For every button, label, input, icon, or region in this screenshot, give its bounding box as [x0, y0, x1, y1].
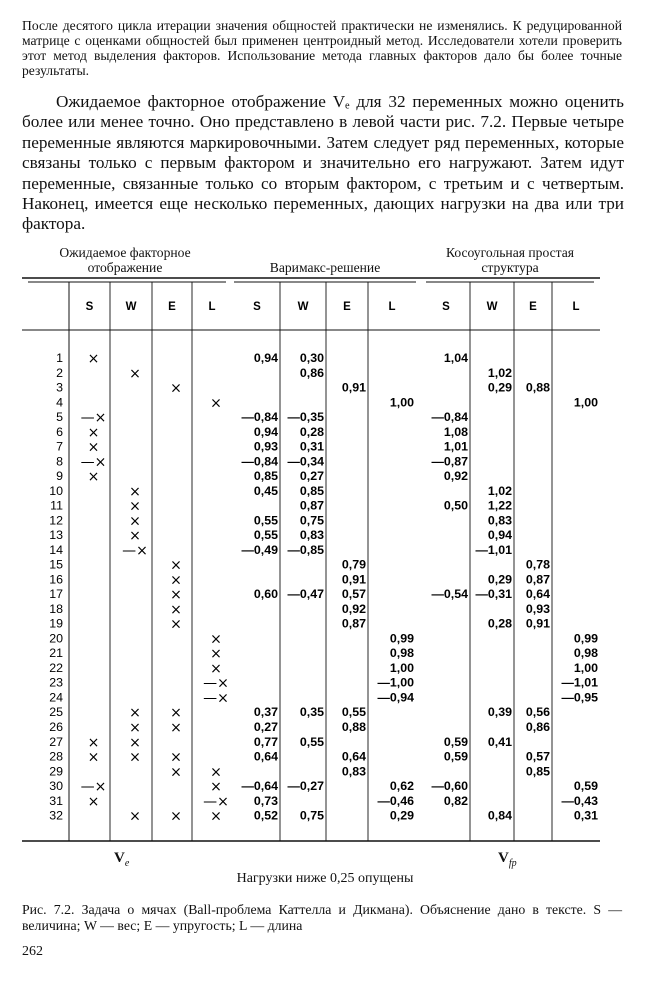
varimax-loading: 0,98 [389, 646, 414, 661]
varimax-loading: 0,87 [341, 616, 366, 631]
expected-cross: × [170, 616, 182, 633]
oblique-column-label-l: L [572, 301, 580, 313]
expected-cross: × [129, 528, 141, 545]
oblique-loading: 0,29 [487, 572, 512, 587]
header-oblique: Косоугольная простая структура [445, 245, 575, 275]
varimax-loading: 0,91 [341, 380, 366, 395]
expected-cross: × [87, 424, 100, 441]
varimax-column-label-s: S [253, 301, 261, 313]
oblique-loading: 0,98 [573, 646, 598, 661]
row-number: 10 [49, 483, 63, 498]
row-number: 18 [49, 601, 63, 616]
oblique-loading: 0,59 [573, 779, 598, 794]
header-varimax: Варимакс-решение [269, 260, 381, 275]
oblique-loading: 0,82 [443, 793, 468, 808]
varimax-loading: 0,55 [253, 528, 278, 543]
varimax-loading: 0,31 [299, 439, 324, 454]
expected-cross: —× [80, 454, 107, 471]
varimax-loading: 0,60 [253, 587, 278, 602]
varimax-loading: —0,84 [241, 454, 278, 469]
oblique-loading: 0,85 [525, 764, 550, 779]
expected-cross: × [170, 572, 182, 589]
row-number: 2 [56, 365, 63, 380]
oblique-loading: 1,02 [487, 365, 512, 380]
oblique-column-label-e: E [529, 301, 537, 313]
varimax-loading: —0,64 [241, 779, 278, 794]
row-number: 4 [56, 395, 63, 410]
ve-label: $V_e$ [114, 850, 130, 869]
oblique-loading: —0,54 [431, 587, 468, 602]
varimax-loading: —0,27 [287, 779, 324, 794]
expected-cross: × [87, 749, 100, 766]
expected-column-label-e: E [168, 301, 176, 313]
page-number: 262 [22, 944, 43, 959]
oblique-loading: —0,43 [561, 793, 598, 808]
varimax-loading: 0,55 [341, 705, 366, 720]
expected-cross: × [129, 749, 141, 766]
row-number: 25 [49, 705, 63, 720]
varimax-loading: 1,00 [389, 660, 414, 675]
expected-cross: × [170, 380, 182, 397]
varimax-loading: 0,77 [253, 734, 278, 749]
varimax-loading: 0,55 [253, 513, 278, 528]
oblique-loading: 1,22 [487, 498, 512, 513]
expected-cross: × [170, 720, 182, 736]
oblique-loading: 0,83 [487, 513, 512, 528]
row-number: 23 [49, 675, 63, 690]
oblique-loading: 0,86 [525, 720, 550, 734]
oblique-loading: 1,01 [443, 439, 468, 454]
oblique-loading: 0,92 [443, 469, 468, 484]
expected-cross: × [170, 764, 182, 781]
oblique-loading: 0,88 [525, 380, 550, 395]
expected-cross: × [170, 587, 182, 604]
oblique-loading: 0,28 [487, 616, 512, 631]
varimax-loading: —0,35 [287, 410, 324, 425]
expected-cross: × [87, 734, 100, 751]
expected-cross: × [87, 469, 100, 486]
expected-cross: —× [122, 542, 148, 559]
omitted-note: Нагрузки ниже 0,25 опущены [236, 871, 414, 886]
row-number: 17 [49, 587, 63, 602]
expected-cross: × [210, 808, 222, 825]
row-number: 19 [49, 616, 63, 631]
varimax-loading: 0,57 [341, 587, 366, 602]
row-number: 7 [56, 439, 63, 454]
row-number: 28 [49, 749, 63, 764]
varimax-loading: 0,92 [341, 601, 366, 616]
expected-cross: —× [203, 675, 229, 692]
oblique-loading: 0,39 [487, 705, 512, 720]
row-number: 15 [49, 557, 63, 572]
oblique-loading: —0,31 [475, 587, 512, 602]
row-number: 3 [56, 380, 63, 395]
oblique-loading: 0,91 [525, 616, 550, 631]
oblique-loading: 0,87 [525, 572, 550, 587]
expected-cross: × [170, 749, 182, 766]
varimax-loading: 0,83 [299, 528, 324, 543]
expected-cross: × [170, 601, 182, 618]
oblique-loading: 0,64 [525, 587, 550, 602]
expected-cross: —× [203, 793, 229, 810]
oblique-loading: 0,59 [443, 749, 468, 764]
oblique-loading: 1,00 [573, 660, 598, 675]
oblique-loading: 1,00 [573, 395, 598, 410]
row-number: 8 [56, 454, 63, 469]
oblique-loading: 0,50 [443, 498, 468, 513]
oblique-loading: 0,41 [487, 734, 512, 749]
varimax-loading: 0,52 [253, 808, 278, 823]
figure-caption: Рис. 7.2. Задача о мячах (Ball-проблема Каттелла и Дикмана). Объяснение дано в тексте. S — величина; W — вес; E — упругость; L — длина [22, 902, 622, 933]
oblique-loading: 1,02 [487, 483, 512, 498]
varimax-loading: 0,27 [253, 720, 278, 734]
varimax-loading: 0,87 [299, 498, 324, 513]
varimax-loading: 0,88 [341, 720, 366, 734]
expected-cross: × [129, 498, 141, 515]
varimax-loading: 0,64 [341, 749, 366, 764]
varimax-loading: —0,46 [377, 793, 414, 808]
row-number: 21 [49, 646, 63, 661]
expected-cross: × [129, 513, 141, 530]
varimax-loading: 0,99 [389, 631, 414, 646]
expected-cross: × [87, 439, 100, 456]
varimax-column-label-e: E [343, 301, 351, 313]
expected-cross: —× [203, 690, 229, 707]
expected-column-label-l: L [208, 301, 216, 313]
row-number: 5 [56, 410, 63, 425]
oblique-loading: 0,84 [487, 808, 512, 823]
varimax-loading: 0,94 [253, 424, 278, 439]
varimax-loading: —0,85 [287, 542, 324, 557]
oblique-loading: 0,94 [487, 528, 512, 543]
varimax-loading: 0,73 [253, 793, 278, 808]
varimax-loading: 0,75 [299, 808, 324, 823]
oblique-loading: —0,95 [561, 690, 598, 705]
varimax-loading: —0,49 [241, 542, 278, 557]
varimax-loading: 0,91 [341, 572, 366, 587]
oblique-loading: 0,31 [573, 808, 598, 823]
row-number: 20 [49, 631, 63, 646]
expected-cross: × [210, 764, 222, 781]
oblique-loading: —0,84 [431, 410, 468, 425]
expected-cross: × [129, 365, 141, 382]
row-number: 29 [49, 764, 63, 779]
oblique-loading: 0,78 [525, 557, 550, 572]
vfp-label: $V_{fp}$ [498, 850, 517, 869]
varimax-loading: 0,94 [253, 351, 278, 365]
varimax-loading: 0,75 [299, 513, 324, 528]
varimax-loading: 0,85 [253, 469, 278, 484]
expected-cross: × [210, 660, 222, 677]
oblique-loading: 0,29 [487, 380, 512, 395]
expected-cross: × [129, 705, 141, 722]
varimax-loading: 0,64 [253, 749, 278, 764]
varimax-loading: —1,00 [377, 675, 414, 690]
expected-cross: × [129, 808, 141, 825]
varimax-loading: 0,62 [389, 779, 414, 794]
varimax-loading: 0,93 [253, 439, 278, 454]
expected-cross: × [210, 779, 222, 796]
expected-cross: × [129, 734, 141, 751]
expected-column-label-w: W [125, 301, 137, 313]
row-number: 16 [49, 572, 63, 587]
expected-cross: × [210, 646, 222, 663]
varimax-column-label-w: W [297, 301, 309, 313]
row-number: 24 [49, 690, 63, 705]
expected-column-label-s: S [85, 301, 94, 313]
varimax-loading: 0,83 [341, 764, 366, 779]
expected-cross: × [87, 793, 100, 810]
varimax-loading: 0,79 [341, 557, 366, 572]
expected-cross: —× [80, 410, 107, 427]
paragraph-main: Ожидаемое факторное отображение Vₑ для 32 переменных можно оценить более или менее точно. Оно представлено в левой части рис. 7.2. Первые четыре переменные являются маркировочными. Затем следует ряд переменных, которые связаны только с первым фактором и значительно его нагружают. Затем идут переменные, связанные только со вторым фактором, с третьим и с четвертым. Наконец, имеется еще несколько переменных, дающих нагрузки на два или три фактора. [22, 92, 624, 234]
paragraph-intro: После десятого цикла итерации значения общностей практически не изменялись. К редуцированной матрице с оценками общностей был применен центроидный метод. Исследователи хотели проверить этот метод выделения факторов. Использование метода главных факторов дало бы более точные результаты. [22, 18, 622, 78]
expected-cross: × [170, 808, 182, 825]
header-expected: Ожидаемое факторное отображение [59, 245, 191, 275]
varimax-loading: 0,55 [299, 734, 324, 749]
oblique-loading: 0,99 [573, 631, 598, 646]
varimax-loading: —0,47 [287, 587, 324, 602]
oblique-loading: —0,60 [431, 779, 468, 794]
row-number: 27 [49, 734, 63, 749]
varimax-loading: 0,28 [299, 424, 324, 439]
oblique-loading: —1,01 [561, 675, 598, 690]
oblique-loading: 0,57 [525, 749, 550, 764]
oblique-loading: —0,87 [431, 454, 468, 469]
varimax-loading: —0,34 [287, 454, 324, 469]
row-number: 32 [49, 808, 63, 823]
oblique-loading: —1,01 [475, 542, 512, 557]
varimax-loading: 0,30 [299, 351, 324, 365]
row-number: 14 [49, 542, 63, 557]
expected-cross: × [129, 483, 141, 500]
expected-cross: —× [80, 779, 107, 796]
oblique-loading: 1,04 [443, 351, 468, 365]
varimax-loading: 0,85 [299, 483, 324, 498]
row-number: 31 [49, 793, 63, 808]
row-number: 30 [49, 779, 63, 794]
row-number: 26 [49, 720, 63, 734]
row-number: 13 [49, 528, 63, 543]
row-number: 12 [49, 513, 63, 528]
varimax-loading: —0,94 [377, 690, 414, 705]
varimax-column-label-l: L [388, 301, 396, 313]
varimax-loading: 0,37 [253, 705, 278, 720]
row-number: 9 [56, 469, 63, 484]
expected-cross: × [210, 631, 222, 648]
oblique-loading: 1,08 [443, 424, 468, 439]
expected-cross: × [87, 351, 100, 367]
row-number: 1 [56, 351, 63, 365]
varimax-loading: —0,84 [241, 410, 278, 425]
varimax-loading: 0,35 [299, 705, 324, 720]
oblique-loading: 0,56 [525, 705, 550, 720]
varimax-loading: 0,45 [253, 483, 278, 498]
oblique-column-label-w: W [486, 301, 498, 313]
row-number: 6 [56, 424, 63, 439]
row-number: 22 [49, 660, 63, 675]
expected-cross: × [210, 395, 222, 412]
expected-cross: × [170, 705, 182, 722]
oblique-loading: 0,93 [525, 601, 550, 616]
oblique-loading: 0,59 [443, 734, 468, 749]
expected-cross: × [170, 557, 182, 574]
oblique-column-label-s: S [442, 301, 450, 313]
varimax-loading: 1,00 [389, 395, 414, 410]
varimax-loading: 0,86 [299, 365, 324, 380]
row-number: 11 [50, 498, 63, 513]
varimax-loading: 0,29 [389, 808, 414, 823]
varimax-loading: 0,27 [299, 469, 324, 484]
expected-cross: × [129, 720, 141, 736]
